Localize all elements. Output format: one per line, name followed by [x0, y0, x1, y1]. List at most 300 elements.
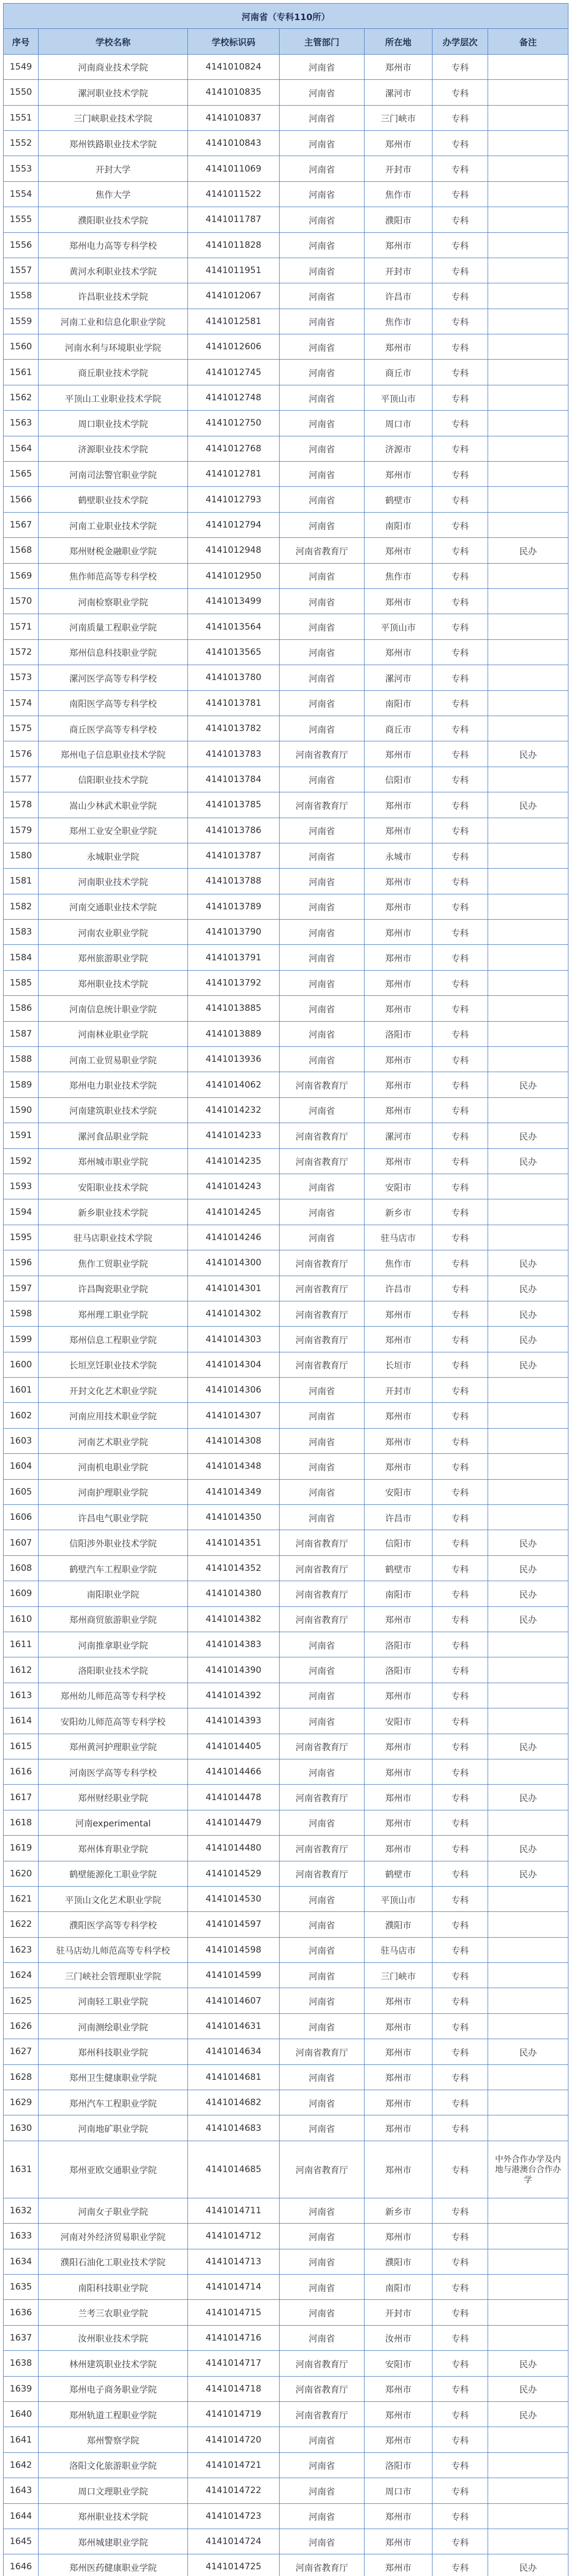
row-school-code: 4141014301 — [188, 1276, 280, 1301]
table-row — [4, 563, 568, 588]
row-school-name: 周口文理职业学院 — [39, 2478, 188, 2503]
table-row — [4, 80, 568, 105]
row-index: 1581 — [4, 869, 39, 894]
row-note — [488, 1937, 568, 1962]
table-row — [4, 1708, 568, 1734]
row-location: 新乡市 — [365, 1199, 432, 1225]
row-authority: 河南省 — [280, 2427, 365, 2452]
row-location: 南阳市 — [365, 1581, 432, 1606]
row-note — [488, 512, 568, 537]
row-location: 许昌市 — [365, 283, 432, 309]
row-note — [488, 1199, 568, 1225]
row-index: 1556 — [4, 232, 39, 258]
row-authority: 河南省教育厅 — [280, 2141, 365, 2198]
row-school-name: 鹤壁汽车工程职业学院 — [39, 1555, 188, 1581]
row-school-name: 河南医学高等专科学校 — [39, 1759, 188, 1784]
row-note — [488, 1912, 568, 1937]
row-level: 专科 — [432, 2141, 488, 2198]
row-level: 专科 — [432, 512, 488, 537]
row-note — [488, 1403, 568, 1428]
row-school-name: 郑州信息科技职业学院 — [39, 639, 188, 665]
row-note: 民办 — [488, 792, 568, 818]
row-school-name: 郑州城建职业学院 — [39, 2529, 188, 2554]
row-note — [488, 2064, 568, 2090]
row-school-code: 4141010837 — [188, 105, 280, 130]
row-note — [488, 2115, 568, 2141]
row-school-code: 4141012950 — [188, 563, 280, 588]
row-level: 专科 — [432, 2064, 488, 2090]
row-index: 1629 — [4, 2090, 39, 2115]
row-school-code: 4141014685 — [188, 2141, 280, 2198]
row-authority: 河南省教育厅 — [280, 1606, 365, 1632]
row-level: 专科 — [432, 1097, 488, 1123]
table-row — [4, 792, 568, 818]
row-note — [488, 1988, 568, 2013]
table-row — [4, 1174, 568, 1199]
row-school-name: 河南推拿职业学院 — [39, 1632, 188, 1657]
row-index: 1599 — [4, 1327, 39, 1352]
row-authority: 河南省 — [280, 1378, 365, 1403]
row-location: 漯河市 — [365, 80, 432, 105]
row-location: 洛阳市 — [365, 1632, 432, 1657]
row-location: 许昌市 — [365, 1276, 432, 1301]
row-authority: 河南省 — [280, 360, 365, 385]
row-school-name: 郑州职业技术学院 — [39, 2503, 188, 2529]
row-level: 专科 — [432, 1276, 488, 1301]
row-location: 郑州市 — [365, 1785, 432, 1810]
row-level: 专科 — [432, 1505, 488, 1530]
row-authority: 河南省 — [280, 130, 365, 156]
row-index: 1628 — [4, 2064, 39, 2090]
row-school-name: 郑州汽车工程职业学院 — [39, 2090, 188, 2115]
row-level: 专科 — [432, 2013, 488, 2039]
row-note — [488, 920, 568, 945]
row-level: 专科 — [432, 818, 488, 843]
table-row — [4, 2249, 568, 2274]
row-index: 1567 — [4, 512, 39, 537]
table-row — [4, 1047, 568, 1072]
row-school-code: 4141013784 — [188, 767, 280, 792]
row-school-name: 郑州轨道工程职业学院 — [39, 2401, 188, 2427]
row-authority: 河南省 — [280, 411, 365, 436]
row-index: 1603 — [4, 1428, 39, 1453]
row-location: 新乡市 — [365, 2198, 432, 2223]
row-school-code: 4141012794 — [188, 512, 280, 537]
row-location: 焦作市 — [365, 309, 432, 334]
row-school-code: 4141013787 — [188, 843, 280, 868]
table-row — [4, 2198, 568, 2223]
row-level: 专科 — [432, 665, 488, 690]
row-school-name: 漯河医学高等专科学校 — [39, 665, 188, 690]
row-authority: 河南省 — [280, 1225, 365, 1250]
table-row — [4, 996, 568, 1021]
row-location: 周口市 — [365, 411, 432, 436]
row-location: 信阳市 — [365, 1530, 432, 1555]
row-note — [488, 563, 568, 588]
row-level: 专科 — [432, 1378, 488, 1403]
row-note — [488, 232, 568, 258]
header-school-name: 学校名称 — [39, 29, 188, 54]
row-location: 郑州市 — [365, 2401, 432, 2427]
row-level: 专科 — [432, 1479, 488, 1504]
row-note — [488, 334, 568, 360]
table-row — [4, 1301, 568, 1326]
row-level: 专科 — [432, 741, 488, 767]
row-level: 专科 — [432, 1810, 488, 1835]
row-authority: 河南省 — [280, 970, 365, 995]
row-location: 开封市 — [365, 258, 432, 283]
row-level: 专科 — [432, 2224, 488, 2249]
table-row — [4, 334, 568, 360]
row-school-code: 4141014634 — [188, 2039, 280, 2064]
row-authority: 河南省 — [280, 2478, 365, 2503]
row-location: 郑州市 — [365, 1988, 432, 2013]
table-row — [4, 2503, 568, 2529]
table-row — [4, 1530, 568, 1555]
row-school-name: 汝州职业技术学院 — [39, 2325, 188, 2350]
row-authority: 河南省 — [280, 1174, 365, 1199]
row-location: 许昌市 — [365, 1505, 432, 1530]
row-school-name: 河南建筑职业技术学院 — [39, 1097, 188, 1123]
row-location: 济源市 — [365, 436, 432, 461]
row-school-code: 4141013781 — [188, 690, 280, 716]
row-note — [488, 1174, 568, 1199]
row-school-name: 河南水利与环境职业学院 — [39, 334, 188, 360]
table-row — [4, 1734, 568, 1759]
row-level: 专科 — [432, 2452, 488, 2478]
table-row — [4, 1632, 568, 1657]
row-index: 1623 — [4, 1937, 39, 1962]
row-index: 1562 — [4, 385, 39, 410]
row-level: 专科 — [432, 1250, 488, 1276]
row-location: 郑州市 — [365, 818, 432, 843]
row-index: 1573 — [4, 665, 39, 690]
table-row — [4, 1505, 568, 1530]
row-index: 1578 — [4, 792, 39, 818]
row-note — [488, 818, 568, 843]
row-location: 南阳市 — [365, 2274, 432, 2299]
row-location: 郑州市 — [365, 1810, 432, 1835]
row-index: 1642 — [4, 2452, 39, 2478]
row-authority: 河南省 — [280, 2013, 365, 2039]
row-index: 1635 — [4, 2274, 39, 2299]
row-note — [488, 2300, 568, 2325]
row-school-code: 4141014304 — [188, 1352, 280, 1377]
table-row — [4, 2274, 568, 2299]
row-level: 专科 — [432, 1072, 488, 1097]
row-school-name: 平顶山文化艺术职业学院 — [39, 1886, 188, 1911]
row-index: 1608 — [4, 1555, 39, 1581]
row-school-name: 周口职业技术学院 — [39, 411, 188, 436]
row-location: 濮阳市 — [365, 207, 432, 232]
row-school-name: 许昌陶瓷职业学院 — [39, 1276, 188, 1301]
row-school-code: 4141010835 — [188, 80, 280, 105]
row-index: 1638 — [4, 2351, 39, 2376]
row-school-code: 4141014232 — [188, 1097, 280, 1123]
table-row — [4, 1097, 568, 1123]
row-authority: 河南省教育厅 — [280, 2554, 365, 2576]
row-level: 专科 — [432, 1734, 488, 1759]
row-note — [488, 690, 568, 716]
row-level: 专科 — [432, 970, 488, 995]
row-authority: 河南省 — [280, 2274, 365, 2299]
row-index: 1555 — [4, 207, 39, 232]
row-location: 郑州市 — [365, 1072, 432, 1097]
row-school-code: 4141014713 — [188, 2249, 280, 2274]
row-authority: 河南省 — [280, 920, 365, 945]
row-school-name: 安阳幼儿师范高等专科学校 — [39, 1708, 188, 1734]
row-authority: 河南省 — [280, 2198, 365, 2223]
row-index: 1568 — [4, 538, 39, 563]
row-school-code: 4141014405 — [188, 1734, 280, 1759]
row-authority: 河南省教育厅 — [280, 1836, 365, 1861]
row-location: 开封市 — [365, 1378, 432, 1403]
table-row — [4, 843, 568, 868]
table-row — [4, 894, 568, 919]
row-location: 三门峡市 — [365, 105, 432, 130]
row-authority: 河南省 — [280, 2090, 365, 2115]
row-level: 专科 — [432, 80, 488, 105]
row-note: 民办 — [488, 1606, 568, 1632]
row-authority: 河南省 — [280, 818, 365, 843]
row-level: 专科 — [432, 2401, 488, 2427]
row-index: 1637 — [4, 2325, 39, 2350]
row-location: 焦作市 — [365, 181, 432, 207]
row-school-name: 鹤壁职业技术学院 — [39, 487, 188, 512]
row-index: 1553 — [4, 156, 39, 181]
row-location: 平顶山市 — [365, 385, 432, 410]
row-authority: 河南省 — [280, 309, 365, 334]
row-school-name: 永城职业学院 — [39, 843, 188, 868]
table-row — [4, 1072, 568, 1097]
row-level: 专科 — [432, 1555, 488, 1581]
row-location: 濮阳市 — [365, 1912, 432, 1937]
row-index: 1597 — [4, 1276, 39, 1301]
row-school-name: 新乡职业技术学院 — [39, 1199, 188, 1225]
row-school-name: 郑州体育职业学院 — [39, 1836, 188, 1861]
row-level: 专科 — [432, 690, 488, 716]
row-index: 1570 — [4, 588, 39, 614]
row-index: 1625 — [4, 1988, 39, 2013]
row-level: 专科 — [432, 1785, 488, 1810]
row-school-code: 4141014352 — [188, 1555, 280, 1581]
row-authority: 河南省 — [280, 869, 365, 894]
row-authority: 河南省 — [280, 2452, 365, 2478]
row-index: 1564 — [4, 436, 39, 461]
row-level: 专科 — [432, 487, 488, 512]
table-row — [4, 1988, 568, 2013]
row-school-code: 4141014349 — [188, 1479, 280, 1504]
row-level: 专科 — [432, 207, 488, 232]
row-index: 1611 — [4, 1632, 39, 1657]
row-authority: 河南省 — [280, 2224, 365, 2249]
row-school-code: 4141013782 — [188, 716, 280, 741]
row-school-name: 鹤壁能源化工职业学院 — [39, 1861, 188, 1886]
row-location: 三门峡市 — [365, 1963, 432, 1988]
row-school-name: 河南工业贸易职业学院 — [39, 1047, 188, 1072]
row-school-name: 驻马店幼儿师范高等专科学校 — [39, 1937, 188, 1962]
row-level: 专科 — [432, 614, 488, 639]
row-authority: 河南省教育厅 — [280, 1861, 365, 1886]
row-note — [488, 2249, 568, 2274]
row-note: 民办 — [488, 2039, 568, 2064]
row-note: 民办 — [488, 1301, 568, 1326]
table-row — [4, 1327, 568, 1352]
header-authority: 主管部门 — [280, 29, 365, 54]
row-level: 专科 — [432, 538, 488, 563]
row-note — [488, 283, 568, 309]
row-school-name: 河南轻工职业学院 — [39, 1988, 188, 2013]
row-authority: 河南省教育厅 — [280, 2351, 365, 2376]
row-school-name: 兰考三农职业学院 — [39, 2300, 188, 2325]
table-row — [4, 2554, 568, 2576]
row-level: 专科 — [432, 1454, 488, 1479]
row-note — [488, 1886, 568, 1911]
table-row — [4, 2325, 568, 2350]
row-index: 1619 — [4, 1836, 39, 1861]
table-row — [4, 181, 568, 207]
row-school-code: 4141010824 — [188, 54, 280, 79]
row-school-code: 4141013791 — [188, 945, 280, 970]
row-level: 专科 — [432, 385, 488, 410]
row-index: 1582 — [4, 894, 39, 919]
row-index: 1600 — [4, 1352, 39, 1377]
row-authority: 河南省教育厅 — [280, 741, 365, 767]
row-index: 1639 — [4, 2376, 39, 2401]
row-location: 郑州市 — [365, 1734, 432, 1759]
row-school-code: 4141014598 — [188, 1937, 280, 1962]
row-school-name: 河南质量工程职业学院 — [39, 614, 188, 639]
table-row — [4, 411, 568, 436]
row-school-code: 4141011951 — [188, 258, 280, 283]
row-school-code: 4141013785 — [188, 792, 280, 818]
row-school-code: 4141014682 — [188, 2090, 280, 2115]
row-school-name: 河南工业职业技术学院 — [39, 512, 188, 537]
row-level: 专科 — [432, 2427, 488, 2452]
row-level: 专科 — [432, 1403, 488, 1428]
row-note: 民办 — [488, 1734, 568, 1759]
row-level: 专科 — [432, 1632, 488, 1657]
row-authority: 河南省教育厅 — [280, 1123, 365, 1148]
row-index: 1574 — [4, 690, 39, 716]
row-note: 民办 — [488, 1861, 568, 1886]
row-level: 专科 — [432, 2090, 488, 2115]
table-row — [4, 2224, 568, 2249]
row-location: 郑州市 — [365, 1454, 432, 1479]
row-level: 专科 — [432, 436, 488, 461]
row-note — [488, 80, 568, 105]
row-index: 1583 — [4, 920, 39, 945]
header-note: 备注 — [488, 29, 568, 54]
row-note — [488, 156, 568, 181]
row-index: 1585 — [4, 970, 39, 995]
row-school-code: 4141014350 — [188, 1505, 280, 1530]
row-authority: 河南省教育厅 — [280, 1734, 365, 1759]
row-school-name: 许昌职业技术学院 — [39, 283, 188, 309]
row-location: 安阳市 — [365, 1174, 432, 1199]
row-school-name: 郑州工业安全职业学院 — [39, 818, 188, 843]
row-school-code: 4141014725 — [188, 2554, 280, 2576]
table-row — [4, 2039, 568, 2064]
table-row — [4, 232, 568, 258]
row-authority: 河南省 — [280, 639, 365, 665]
row-school-name: 郑州医药健康职业学院 — [39, 2554, 188, 2576]
table-row — [4, 538, 568, 563]
row-location: 郑州市 — [365, 1683, 432, 1708]
row-location: 鹤壁市 — [365, 1861, 432, 1886]
row-level: 专科 — [432, 920, 488, 945]
table-row — [4, 2478, 568, 2503]
row-authority: 河南省教育厅 — [280, 538, 365, 563]
row-authority: 河南省教育厅 — [280, 2401, 365, 2427]
row-school-name: 驻马店职业技术学院 — [39, 1225, 188, 1250]
row-authority: 河南省教育厅 — [280, 1250, 365, 1276]
row-note — [488, 2224, 568, 2249]
row-note: 民办 — [488, 1581, 568, 1606]
row-school-code: 4141014348 — [188, 1454, 280, 1479]
row-school-name: 濮阳医学高等专科学校 — [39, 1912, 188, 1937]
row-level: 专科 — [432, 1148, 488, 1174]
row-level: 专科 — [432, 996, 488, 1021]
row-level: 专科 — [432, 2376, 488, 2401]
row-location: 平顶山市 — [365, 614, 432, 639]
row-index: 1563 — [4, 411, 39, 436]
row-note — [488, 258, 568, 283]
row-level: 专科 — [432, 1759, 488, 1784]
row-note: 民办 — [488, 1148, 568, 1174]
row-index: 1591 — [4, 1123, 39, 1148]
row-note — [488, 1378, 568, 1403]
row-note — [488, 462, 568, 487]
row-note — [488, 1963, 568, 1988]
row-note — [488, 1632, 568, 1657]
row-school-name: 河南护理职业学院 — [39, 1479, 188, 1504]
row-location: 开封市 — [365, 2300, 432, 2325]
row-location: 郑州市 — [365, 639, 432, 665]
table-row — [4, 360, 568, 385]
row-school-name: 郑州电子商务职业学院 — [39, 2376, 188, 2401]
row-level: 专科 — [432, 869, 488, 894]
row-level: 专科 — [432, 1963, 488, 1988]
row-location: 郑州市 — [365, 1403, 432, 1428]
table-row — [4, 1886, 568, 1911]
row-note: 民办 — [488, 2376, 568, 2401]
row-note — [488, 1021, 568, 1046]
row-index: 1622 — [4, 1912, 39, 1937]
row-authority: 河南省 — [280, 1886, 365, 1911]
row-level: 专科 — [432, 639, 488, 665]
row-note — [488, 1759, 568, 1784]
row-school-name: 河南交通职业技术学院 — [39, 894, 188, 919]
row-level: 专科 — [432, 283, 488, 309]
row-note — [488, 1097, 568, 1123]
row-authority: 河南省 — [280, 1988, 365, 2013]
row-authority: 河南省 — [280, 588, 365, 614]
header-location: 所在地 — [365, 29, 432, 54]
row-school-name: 郑州铁路职业技术学院 — [39, 130, 188, 156]
row-school-name: 焦作大学 — [39, 181, 188, 207]
row-index: 1644 — [4, 2503, 39, 2529]
row-authority: 河南省 — [280, 1759, 365, 1784]
row-index: 1604 — [4, 1454, 39, 1479]
row-location: 鹤壁市 — [365, 487, 432, 512]
row-note — [488, 2090, 568, 2115]
row-authority: 河南省 — [280, 334, 365, 360]
row-note — [488, 2274, 568, 2299]
row-note — [488, 996, 568, 1021]
row-school-code: 4141014303 — [188, 1327, 280, 1352]
row-school-name: 郑州理工职业学院 — [39, 1301, 188, 1326]
